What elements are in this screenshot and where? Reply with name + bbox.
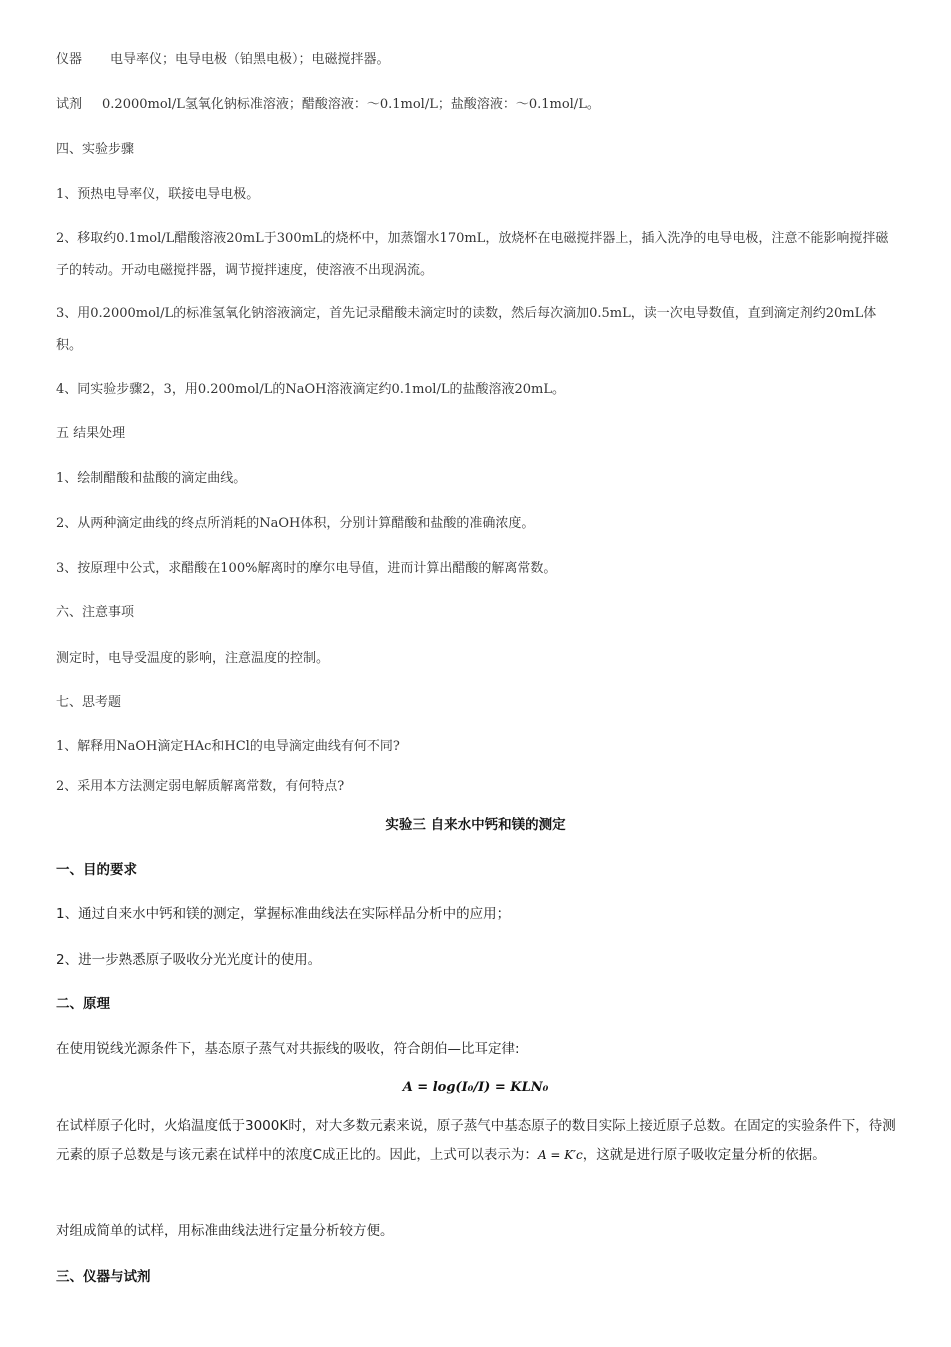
section-6-title: 六、注意事项 (56, 605, 135, 620)
exp3-section-2-title: 二、原理 (56, 996, 110, 1012)
section-4-title: 四、实验步骤 (56, 142, 135, 157)
reagents-text: 0.2000mol/L氢氧化钠标准溶液；醋酸溶液：～0.1mol/L；盐酸溶液：～0.1mol/L。 (102, 97, 600, 112)
step-2: 2、移取约0.1mol/L醋酸溶液20mL于300mL的烧杯中，加蒸馏水170mL，放烧杯在电磁搅拌器上，插入洗净的电导电极，注意不能影响搅拌磁子的转动。开动电磁搅拌器，调节搅拌速度，使溶液不出现涡流。 (56, 231, 889, 278)
note: 测定时，电导受温度的影响，注意温度的控制。 (56, 651, 330, 666)
instruments-line (56, 44, 896, 76)
section-5-title: 五 结果处理 (56, 426, 126, 441)
result-1: 1、绘制醋酸和盐酸的滴定曲线。 (56, 471, 247, 486)
inline-formula: A = K′c (537, 1148, 583, 1162)
exp3-section-1-title: 一、目的要求 (56, 862, 137, 878)
exp3-principle-2-text-a: 在试样原子化时，火焰温度低于3000K时，对大多数元素来说，原子蒸气中基态原子的数目实际上接近原子总数。在固定的实验条件下，待测元素的原子总数是与该元素在试样中的浓度C成正比的。因此，上式可以表示为： (56, 1118, 896, 1163)
exp3-principle-3: 对组成简单的试样，用标准曲线法进行定量分析较方便。 (56, 1223, 394, 1239)
exp3-principle-2-text-b: ，这就是进行原子吸收定量分析的依据。 (582, 1147, 826, 1163)
instruments-label: 仪器 (56, 52, 83, 67)
exp3-goal-1: 1、通过自来水中钙和镁的测定，掌握标准曲线法在实际样品分析中的应用； (56, 906, 511, 922)
question-1: 1、解释用NaOH滴定HAc和HCl的电导滴定曲线有何不同? (56, 739, 400, 754)
experiment-3-title: 实验三 自来水中钙和镁的测定 (385, 817, 566, 833)
exp3-goal-2: 2、进一步熟悉原子吸收分光光度计的使用。 (56, 952, 322, 968)
reagents-line (56, 89, 896, 121)
result-2: 2、从两种滴定曲线的终点所消耗的NaOH体积，分别计算醋酸和盐酸的准确浓度。 (56, 516, 535, 531)
exp3-principle-1: 在使用锐线光源条件下，基态原子蒸气对共振线的吸收，符合朗伯—比耳定律: (56, 1041, 520, 1057)
exp3-principle-2 (56, 1112, 896, 1170)
step-4: 4、同实验步骤2，3，用0.200mol/L的NaOH溶液滴定约0.1mol/L的盐酸溶液20mL。 (56, 382, 565, 397)
reagents-label: 试剂 (56, 97, 83, 112)
step-3: 3、用0.2000mol/L的标准氢氧化钠溶液滴定，首先记录醋酸未滴定时的读数，然后每次滴加0.5mL，读一次电导数值，直到滴定剂约20mL体积。 (56, 306, 877, 353)
question-2: 2、采用本方法测定弱电解质解离常数，有何特点? (56, 779, 345, 794)
step-1: 1、预热电导率仪，联接电导电极。 (56, 187, 260, 202)
result-3: 3、按原理中公式，求醋酸在100%解离时的摩尔电导值，进而计算出醋酸的解离常数。 (56, 561, 557, 576)
beer-lambert-formula: A = log(I₀/I) = KLN₀ (402, 1080, 549, 1095)
section-7-title: 七、思考题 (56, 695, 122, 710)
exp3-section-3-title: 三、仪器与试剂 (56, 1269, 151, 1285)
instruments-text: 电导率仪；电导电极（铂黑电极）；电磁搅拌器。 (110, 52, 390, 67)
